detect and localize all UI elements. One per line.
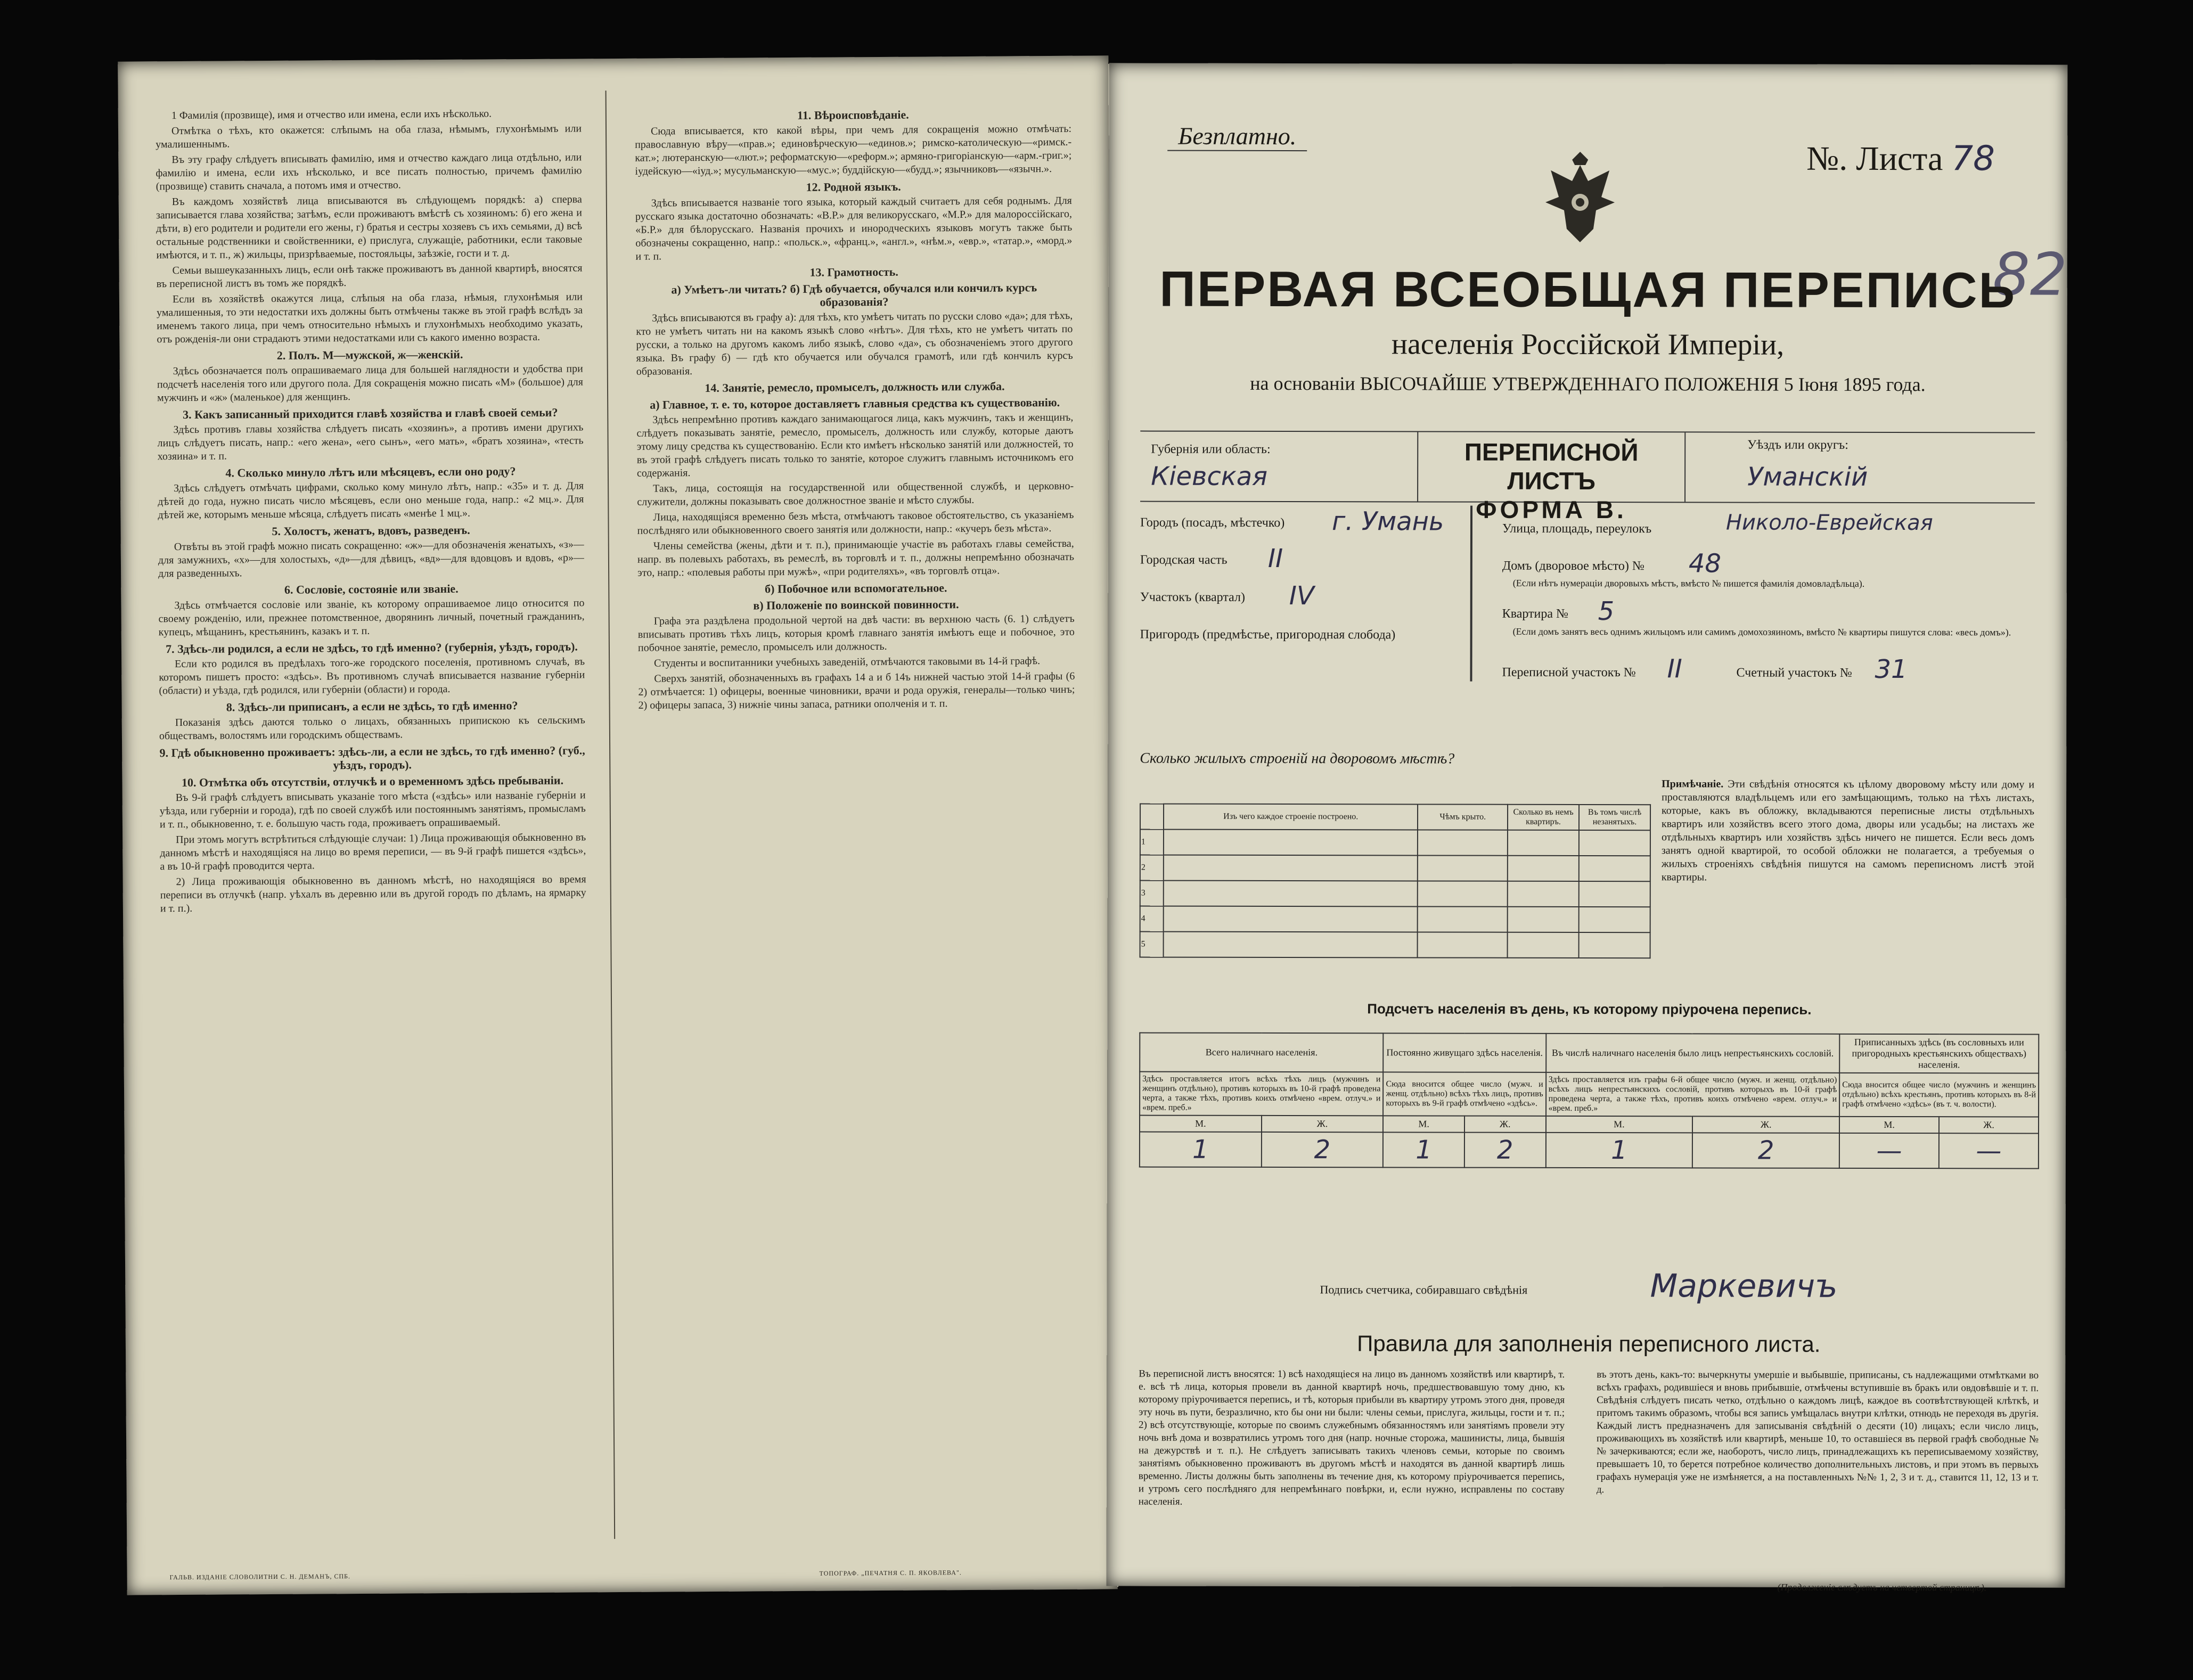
rules-section (1138, 1331, 2039, 1593)
gorod-chast-label: Городская часть (1140, 553, 1228, 567)
census-subtitle: населенія Россійской Имперіи, (1391, 327, 1785, 362)
signature-field (1320, 1267, 1838, 1305)
sheet-name-line2: ФОРМА В. (1476, 495, 1627, 524)
mf-label: М. (1140, 1116, 1262, 1132)
instruction-paragraph: Здѣсь отмѣчается сословіе или званіе, къ которому опрашиваемое лицо относится по своему рожденію, или, прежнее потомственное, дворянинъ личный, почетный гражданинъ, купецъ, мѣщанинъ, крестьянинъ, казакъ и т. п. (158, 597, 585, 638)
kvartira-field (1502, 596, 1615, 627)
rules-left-column: Въ переписной листъ вносятся: 1) всѣ находящіеся на лицо въ данномъ хозяйствѣ или квартирѣ, т. е. всѣ тѣ лица, которыя провели въ данной квартирѣ ночь, предшествовавшую тому дню, къ которому пріурочивается перепись, и тѣ, которыя прибыли въ квартиру утромъ этого дня, проведя эту ночь въ пути, безразлично, кто бы они ни были: члены семьи, прислуга, жильцы, гости и т. п.; 2) всѣ отсутствующіе, которые по своимъ служебнымъ обязанностямъ или занятіямъ провели эту ночь внѣ дома и возвратились утромъ того дня (напр. ночные сторожа, машинисты, лица, бывшія на дежурствѣ и т. п.). Не слѣдуетъ записывать такихъ членовъ семьи, которые по своимъ занятіямъ обыкновенно проживаютъ въ другомъ мѣстѣ и находятся въ данной квартирѣ лишь временно. Листы должны быть заполнены въ течение дня, къ которому пріурочивается перепись, и утромъ сего послѣдняго для непремѣннаго повѣрки, и, если нужно, исправлены по составу населенія. (1138, 1368, 1565, 1507)
instruction-paragraph: Графа эта раздѣлена продольной чертой на двѣ части: въ верхнюю часть (6. 1) слѣдуетъ вписывать противъ тѣхъ лицъ, которыя кромѣ главнаго занятія имѣютъ еще и побочное, это побочное занятіе, ремесло, промыселъ или должность. (637, 612, 1075, 654)
gorod-chast-value: II (1267, 543, 1283, 574)
instructions-column-1 (156, 106, 590, 1536)
instruction-paragraph: Если кто родился въ предѣлахъ того-же городского поселенія, противномъ случаѣ, въ которомъ пишетъ просто: «здѣсь». Въ противномъ случаѣ вписывается название губерніи (области) и уѣзда, гдѣ родился, или губерніи (области) и города. (159, 655, 585, 697)
dwell-row-num: 3 (1140, 881, 1164, 906)
address-divider (1470, 506, 1472, 682)
perepisnoy-value: II (1667, 654, 1682, 684)
dwell-row-num: 5 (1140, 932, 1164, 957)
instruction-heading: 13. Грамотность. (809, 265, 898, 279)
mf-value: 2 (1464, 1133, 1546, 1168)
instruction-paragraph: Здѣсь вписываются въ графу а): для тѣхъ, кто умѣетъ читать по русски слово «да»; для тѣхъ, кто не умѣетъ читать ни на какомъ языкѣ слово «нѣтъ». Для тѣхъ, кто не умѣетъ читать по русски, а только на другомъ какомъ либо языкѣ, слово «да», съ обозначеніемъ этого другого языка. Въ графу б) — гдѣ кто обучается или обучался грамотѣ, или гдѣ кончилъ курсъ образованія. (636, 309, 1073, 378)
column-divider (605, 91, 616, 1539)
instruction-heading: 9. Гдѣ обыкновенно проживаетъ: здѣсь-ли, а если не здѣсь, то гдѣ именно? (губ., уѣздъ, городъ). (159, 743, 585, 772)
dwellings-table (1140, 804, 1651, 959)
pop-header-registered: Приписанныхъ здѣсь (въ сословныхъ или пригородныхъ крестьянскихъ обществахъ) населенія. (1839, 1034, 2039, 1073)
instruction-heading: 7. Здѣсь-ли родился, а если не здѣсь, то гдѣ именно? (губернія, уѣздъ, городъ). (165, 640, 578, 656)
sheet-name-line1: ПЕРЕПИСНОЙ ЛИСТЪ (1464, 438, 1639, 495)
instruction-heading: 2. Полъ. М—мужской, ж—женскій. (276, 347, 463, 362)
instruction-heading: 5. Холостъ, женатъ, вдовъ, разведенъ. (272, 523, 470, 538)
instruction-heading: 6. Сословіе, состояніе или званіе. (284, 581, 459, 596)
instruction-paragraph: Въ эту графу слѣдуетъ вписывать фамилію, имя и отчество каждаго лица отдѣльно, или фамилію и имена, если ихъ нѣсколько, и все писать полностью, причемъ фамилію (прозвище) ставить сначала, а потомъ имя и отчество. (156, 151, 582, 193)
right-page (1107, 63, 2068, 1593)
population-count-title: Подсчетъ населенія въ день, къ которому пріурочена перепись. (1367, 1001, 1812, 1018)
instruction-paragraph: Отвѣты въ этой графѣ можно писать сокращенно: «ж»—для обозначенія женатыхъ, «з»—для замужнихъ, «х»—для холостыхъ, «д»—для дѣвицъ, «вд»—для вдовцовъ и вдовъ, «р»—для разведенныхъ. (158, 538, 584, 580)
ulitsa-field (1502, 510, 1933, 536)
instruction-heading: 14. Занятіе, ремесло, промыселъ, должность или служба. (705, 379, 1005, 395)
census-title: ПЕРВАЯ ВСЕОБЩАЯ ПЕРЕПИСЬ (1159, 260, 2017, 318)
gubernia-field (1151, 442, 1270, 457)
schetny-value: 31 (1875, 654, 1908, 685)
ulitsa-value: Николо-Еврейская (1725, 510, 1933, 536)
gubernia-value: Кіевская (1151, 461, 1268, 491)
instruction-heading: 11. Вѣроисповѣданіе. (797, 108, 909, 122)
instruction-heading: 12. Родной языкъ. (806, 179, 901, 194)
signature-value: Маркевичъ (1650, 1267, 1838, 1305)
instruction-heading: а) Главное, т. е. то, которое доставляетъ главныя средства къ существованію. (650, 395, 1060, 412)
pop-desc-registered: Сюда вносится общее число (мужчинъ и женщинъ отдѣльно) всѣхъ крестьянъ, противъ которыхъ въ 8-й графѣ отмѣчено «здѣсь» (въ т. ч. волости). (1839, 1073, 2039, 1117)
perepisnoy-label: Переписной участокъ № (1502, 665, 1636, 680)
instruction-paragraph: Въ 9-й графѣ слѣдуетъ вписывать указаніе того мѣста («здѣсь» или названіе губерніи и уѣзда, или губерніи и города), гдѣ по своей службѣ или постояннымъ занятіямъ, промысламъ и т. п., обыкновенно, т. е. большую часть года, проживаетъ опрашиваемый. (159, 789, 586, 831)
mf-value: 1 (1545, 1133, 1692, 1168)
handwritten-number: 82 (1992, 240, 2067, 309)
dwell-col-apartments: Сколько въ немъ квартиръ. (1508, 805, 1579, 830)
dom-value: 48 (1688, 548, 1721, 579)
population-table (1139, 1032, 2039, 1169)
gorod-field (1140, 506, 1444, 537)
instruction-heading: 3. Какъ записанный приходится главѣ хозяйства и главѣ своей семьи? (183, 405, 558, 421)
kvartira-value: 5 (1598, 596, 1615, 627)
prigorod-field (1140, 628, 1396, 643)
uezd-value: Уманскій (1747, 462, 1868, 492)
uchastok-label: Участокъ (квартал) (1140, 590, 1246, 604)
mf-label: М. (1839, 1117, 1939, 1133)
census-decree-line: на основаніи ВЫСОЧАЙШЕ УТВЕРЖДЕННАГО ПОЛОЖЕНІЯ 5 Іюня 1895 года. (1250, 372, 1926, 396)
dwell-row-num: 4 (1140, 906, 1164, 932)
kvartira-label: Квартира № (1502, 607, 1568, 621)
uchastok-value: IV (1289, 581, 1314, 611)
instruction-paragraph: Студенты и воспитанники учебныхъ заведеній, отмѣчаются таковыми въ 14-й графѣ. (654, 655, 1041, 669)
free-label: Безплатно. (1167, 122, 1307, 151)
dom-field (1502, 548, 1721, 579)
instruction-paragraph: Здѣсь вписывается названіе того языка, который каждый считаетъ для себя роднымъ. Для русскаго языка достаточно обозначать: «В.Р.» для великорусскаго, «М.Р.» для малороссійскаго, «Б.Р.» для бѣлорусскаго. Названія прочихъ и инородческихъ языковъ могутъ также быть обозначены сокращенно, напр.: «польск.», «франц.», «англ.», «нѣм.», «евр.», «татар.», «морд.» и т. п. (635, 194, 1073, 263)
instruction-paragraph: При этомъ могутъ встрѣтиться слѣдующіе случаи: 1) Лица проживающія обыкновенно въ данномъ мѣстѣ и находящіяся на лицо во время переписи, — въ 9-й графѣ пишется «здѣсь», а въ 10-й графѣ проводится черта. (160, 831, 586, 873)
pop-desc-permanent: Сюда вносится общее число (мужч. и женщ. отдѣльно) всѣхъ тѣхъ лицъ, противъ которыхъ въ 9-й графѣ отмѣчено «здѣсь». (1383, 1072, 1545, 1116)
instruction-paragraph: Сюда вписывается, кто какой вѣры, при чемъ для сокращенія можно отмѣчать: православную вѣру—«прав.»; единовѣрческую—«единов.»; римско-католическую—«римск.-кат.»; лютеранскую—«лют.»; реформатскую—«реформ.»; армяно-григоріанскую—«арм.-григ.»; іудейскую—«іуд.»; мусульманскую—«мус.»; буддійскую—«будд.»; язычниковъ—«язычн.». (635, 122, 1072, 177)
pop-header-total: Всего наличнаго населенія. (1140, 1033, 1383, 1072)
note-text: Эти свѣдѣнія относятся къ цѣлому дворовому мѣсту или дому и проставляются владѣльцемъ или его замѣщающимъ, только на тѣхъ листахъ, которые, какъ въ обложку, вкладываются переписные листы отдѣльныхъ квартиръ или хозяйствъ всего этого дома, дворы или усадьбы; на листахъ же отдѣльныхъ квартиръ или хозяйствъ здѣсь ничего не пишется. Если весь домъ занятъ одной квартирой, то особой обложки не полагается, а требуемыя о жилыхъ строеніяхъ свѣдѣнія пишутся на самомъ переписномъ листѣ этой квартиры. (1661, 778, 2035, 883)
prigorod-label: Пригородъ (предмѣстье, пригородная слобода) (1140, 627, 1396, 642)
rules-right-column: въ этотъ день, какъ-то: вычеркнуты умершіе и выбывшіе, приписаны, съ надлежащими отмѣтками во всѣхъ графахъ, родившіеся и вновь прибывшіе, отмѣчены вступившіе въ бракъ или овдовѣвшіе и т. п. Свѣдѣнія слѣдуетъ писать четко, отдѣльно о каждомъ лицѣ, каждое въ соотвѣтствующей клѣткѣ, и притомъ такимъ образомъ, чтобы вся запись умѣщалась внутри клѣтки, отнюдь не переходя въ другія. Каждый листъ предназначенъ для записыванія свѣдѣній о десяти (10) лицахъ; если число лицъ, проживающихъ въ хозяйствѣ или квартирѣ, меньше 10, то оставшіеся въ первой графѣ свободные №№ зачеркиваются; если же, наоборотъ, число лицъ, принадлежащихъ къ переписываемому хозяйству, превышаетъ 10, то берется потребное количество дополнительныхъ листовъ, и при этомъ въ первыхъ графахъ нумерація уже не измѣняется, а на поставленныхъ №№ 1, 2, 3 и т. д., ставится 11, 12, 13 и т. д. (1596, 1369, 2039, 1496)
pop-desc-total: Здѣсь проставляется итогъ всѣхъ тѣхъ лицъ (мужчинъ и женщинъ отдѣльно), противъ которыхъ въ 10-й графѣ проведена черта, а также тѣхъ, противъ коихъ отмѣчено «врем. отлуч.» и «врем. преб.» (1140, 1072, 1383, 1116)
ulitsa-label: Улица, площадь, переулокъ (1502, 521, 1652, 536)
instruction-paragraph: 1 Фамилія (прозвище), имя и отчество или имена, если ихъ нѣсколько. (171, 108, 492, 122)
dwell-row-num: 2 (1140, 855, 1164, 881)
mf-label: Ж. (1464, 1116, 1546, 1133)
mf-value: 2 (1262, 1132, 1384, 1167)
instruction-paragraph: Семьи вышеуказанныхъ лицъ, если онѣ также проживаютъ въ данной квартирѣ, вносятся въ переписной листъ въ томъ же порядкѣ. (156, 262, 583, 290)
dwellings-question: Сколько жилыхъ строеній на дворовомъ мѣстѣ? (1140, 750, 1455, 767)
dom-label: Домъ (дворовое мѣсто) № (1502, 559, 1644, 573)
mf-value: 1 (1383, 1132, 1464, 1167)
schetny-field (1736, 654, 1908, 685)
mf-label: Ж. (1262, 1116, 1384, 1132)
dwell-col-vacant: Въ томъ числѣ незанятыхъ. (1579, 805, 1650, 830)
dom-note: (Если нѣтъ нумераціи дворовыхъ мѣстъ, вмѣсто № пишется фамилія домовладѣльца). (1512, 577, 1865, 589)
dwell-row-num: 1 (1140, 830, 1164, 855)
instruction-paragraph: Въ каждомъ хозяйствѣ лица вписываются въ слѣдующемъ порядкѣ: а) сперва записывается глава хозяйства; затѣмъ, если проживаютъ вмѣстѣ съ хозяиномъ: б) его жена и дѣти, в) его родители и родители его жены, г) братья и сестры хозяевъ съ ихъ семьями, д) всѣ остальные родственники и свойственники, е) прислуга, служащіе, работники, если таковые имѣются, и т. п., ж) жильцы, призрѣваемые, постояльцы, заѣзжіе, гости и т. д. (156, 193, 583, 261)
instruction-heading: 8. Здѣсь-ли приписанъ, а если не здѣсь, то гдѣ именно? (226, 699, 518, 714)
instruction-heading: в) Положеніе по воинской повинности. (753, 597, 959, 612)
instruction-paragraph: Члены семейства (жены, дѣти и т. п.), принимающіе участіе въ работахъ главы семейства, напр. въ полевыхъ работахъ, въ ремеслѣ, въ торговлѣ и т. п., должны непремѣнно обозначать это, напр.: «полевыя работы при мужѣ», «при родителяхъ», «въ торговлѣ отца». (637, 537, 1075, 579)
sheet-number (1806, 139, 1995, 179)
instruction-paragraph: Здѣсь непремѣнно противъ каждаго занимающагося лица, какъ мужчинъ, такъ и женщинъ, слѣдуетъ показывать занятіе, ремесло, промыселъ, должность или службу, которые даютъ этому лицу средства къ существованію. Если кто имѣетъ нѣсколько занятій или должностей, то въ этой графѣ слѣдуетъ писать только то занятіе, которое служитъ главнымъ источникомъ его содержанія. (636, 411, 1074, 479)
mf-label: Ж. (1692, 1116, 1839, 1133)
instruction-heading: б) Побочное или вспомогательное. (765, 581, 947, 596)
instruction-paragraph: Сверхъ занятій, обозначенныхъ въ графахъ 14 а и б 14ъ нижней частью этой 14-й графы (6 2) отмѣчается: 1) офицеры, военные чиновники, врачи и рода оружія, генералы—только чинъ; 2) офицеры запаса, 3) нижніе чины запаса, ратники ополченія и т. п. (638, 670, 1075, 711)
sheet-name-box (1417, 432, 1685, 524)
uezd-field (1747, 438, 1848, 453)
mf-value: — (1839, 1133, 1939, 1168)
mf-label: М. (1383, 1116, 1464, 1132)
left-page (118, 55, 1118, 1595)
imperial-eagle-emblem (1535, 149, 1625, 250)
schetny-label: Счетный участокъ № (1736, 666, 1852, 680)
printer-credit-left: ГАЛЬВ. ИЗДАНІЕ СЛОВОЛИТНИ С. Н. ДЕМАНЪ, СПБ. (169, 1572, 351, 1581)
note-title: Примѣчаніе. (1662, 778, 1724, 790)
pop-header-permanent: Постоянно живущаго здѣсь населенія. (1384, 1033, 1546, 1072)
dwell-col-material: Изъ чего каждое строеніе построено. (1164, 804, 1418, 830)
gorod-chast-field (1140, 543, 1283, 574)
instruction-paragraph: Здѣсь слѣдуетъ отмѣчать цифрами, сколько кому минуло лѣтъ, напр.: «35» и т. д. Для дѣтей до года, нужно писать число мѣсяцевъ, если оно меньше года, напр.: «2 мц.». Для дѣтей же, которымъ меньше мѣсяца, слѣдуетъ писать «менѣе 1 мц.». (158, 480, 584, 521)
instruction-paragraph: Показанія здѣсь даются только о лицахъ, обязанныхъ припискою къ сельскимъ обществамъ, волостямъ или городскимъ обществамъ. (159, 714, 585, 742)
instruction-paragraph: Здѣсь обозначается полъ опрашиваемаго лица для большей наглядности и удобства при подсчетѣ населенія того или другого пола. Для сокращенія можно писать «М» (большое) для мужчинъ и «ж» (маленькое) для женщинъ. (157, 363, 583, 404)
gorod-value: г. Умань (1331, 506, 1444, 537)
mf-value: 1 (1140, 1132, 1262, 1167)
mf-value: — (1939, 1133, 2039, 1168)
printer-credit-right: ТОПОГРАФ. „ПЕЧАТНЯ С. П. ЯКОВЛЕВА". (819, 1569, 962, 1577)
uchastok-field (1140, 581, 1314, 611)
perepisnoy-field (1502, 654, 1682, 684)
sheet-number-label: №. Листа (1806, 139, 1943, 178)
gubernia-label: Губернія или область: (1151, 442, 1271, 456)
instruction-paragraph: Такъ, лица, состоящія на государственной или общественной службѣ, и церковно-служители, должны показывать свое должностное званіе и мѣсто службы. (637, 480, 1074, 508)
kvartira-note: (Если домъ занятъ весь однимъ жильцомъ или самимъ домохозяиномъ, вмѣсто № квартиры пишутся слова: «весь домъ»). (1512, 626, 2011, 638)
uezd-label: Уѣздъ или округъ: (1747, 438, 1848, 452)
gorod-label: Городъ (посадъ, мѣстечко) (1140, 515, 1285, 530)
dwell-col-roof: Чѣмъ крыто. (1418, 804, 1508, 830)
rules-title: Правила для заполненія переписного листа. (1357, 1331, 1821, 1357)
instruction-paragraph: Отмѣтка о тѣхъ, кто окажется: слѣпымъ на оба глаза, нѣмымъ, глухонѣмымъ или умалишеннымъ. (156, 122, 582, 151)
dwell-col-num (1140, 804, 1164, 830)
instructions-column-2 (635, 104, 1080, 1534)
sheet-number-value: 78 (1951, 139, 1995, 179)
dwellings-note (1662, 777, 2034, 884)
pop-header-nonpeasant: Въ числѣ наличнаго населенія было лицъ непрестьянскихъ сословій. (1546, 1034, 1840, 1073)
instruction-paragraph: Если въ хозяйствѣ окажутся лица, слѣпыя на оба глаза, нѣмыя, глухонѣмыя или умалишенныя, то эти недостатки ихъ должны быть отмѣчены также въ этой графѣ вслѣдъ за именемъ такого лица, при чемъ относительно нѣмыхъ и глухонѣмыхъ необходимо указать, отъ рожденія-ли они страдаютъ этими недостатками или съ какого именно возраста. (157, 291, 583, 346)
mf-label: Ж. (1939, 1117, 2039, 1133)
instruction-paragraph: Здѣсь противъ главы хозяйства слѣдуетъ писать «хозяинъ», а противъ имени другихъ лицъ слѣдуетъ писать, напр.: «его жена», «его сынъ», «его мать», «братъ хозяина», «тесть хозяина» и т. п. (157, 421, 584, 463)
rules-continued: (Продолженіе слѣдуетъ на четвертой страницѣ). (1777, 1581, 1987, 1593)
instruction-heading: 4. Сколько минуло лѣтъ или мѣсяцевъ, если оно роду? (225, 464, 516, 480)
instruction-heading: 10. Отмѣтка объ отсутствіи, отлучкѣ и о временномъ здѣсь пребываніи. (181, 773, 564, 790)
signature-label: Подпись счетчика, собиравшаго свѣдѣнія (1320, 1283, 1528, 1297)
instruction-paragraph: 2) Лица проживающія обыкновенно въ данномъ мѣстѣ, но находящіяся во время переписи въ отлучкѣ (напр. уѣхалъ въ деревню или въ другой городъ по дѣламъ, на ярмарку и т. п.). (160, 873, 586, 915)
instruction-heading: а) Умѣетъ-ли читать? б) Гдѣ обучается, обучался или кончилъ курсъ образованія? (671, 281, 1037, 309)
mf-label: М. (1546, 1116, 1693, 1133)
pop-desc-nonpeasant: Здѣсь проставляется изъ графы 6-й общее число (мужч. и женщ. отдѣльно) всѣхъ лицъ непрестьянскихъ сословій, противъ которыхъ въ 10-й графѣ проведена черта, а также тѣхъ, противъ коихъ отмѣчено «врем. отлуч.» и «врем. преб.» (1546, 1072, 1840, 1117)
instruction-paragraph: Лица, находящіяся временно безъ мѣста, отмѣчаютъ таковое обстоятельство, съ указаніемъ послѣдняго или обыкновенного своего занятія или должности, напр.: «кучеръ безъ мѣста». (637, 509, 1074, 537)
mf-value: 2 (1692, 1133, 1839, 1168)
